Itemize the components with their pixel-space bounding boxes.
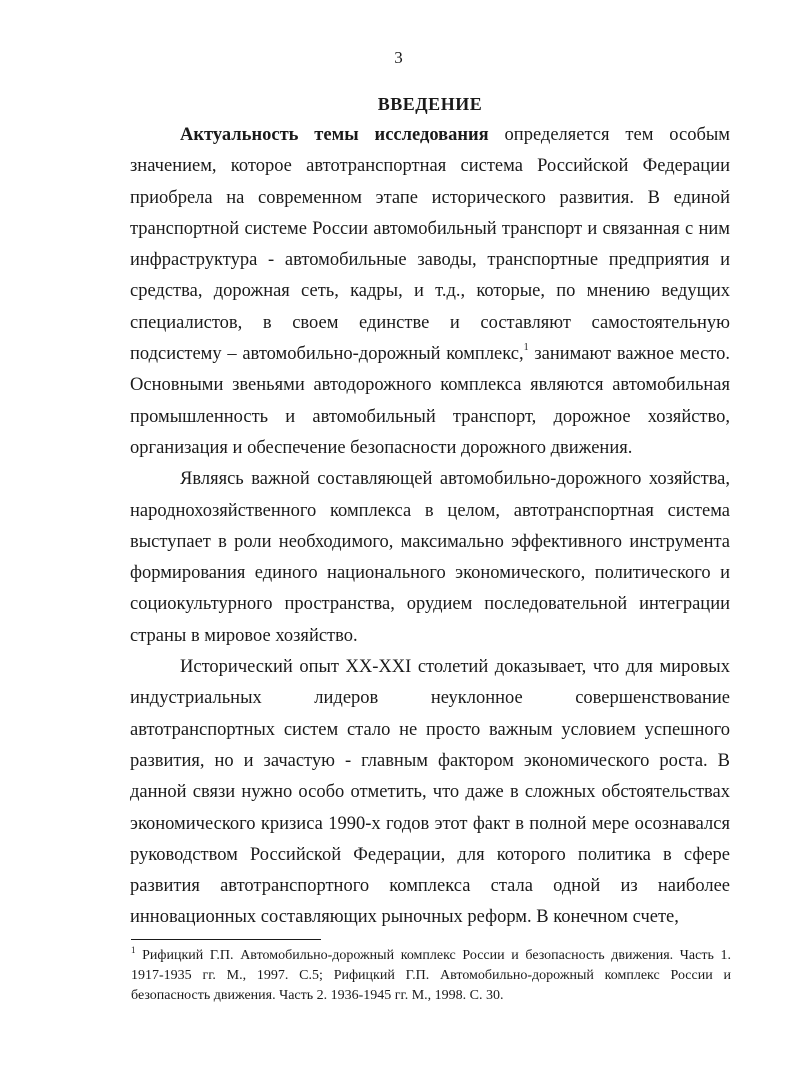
footnote-text: Рифицкий Г.П. Автомобильно-дорожный комплекс России и безопасность движения. Часть 1. 1917-1935 гг. М., 1997. С.5; Рифицкий Г.П. Автомобильно-дорожный комплекс России и безопасность движения. Часть 2. 1936-1945 гг. М., 1998. С. 30. — [131, 948, 731, 1003]
footnote-divider — [131, 939, 321, 940]
paragraph-1-lead: Актуальность темы исследования — [180, 125, 489, 145]
footnote-reference: 1 — [523, 342, 529, 354]
paragraph-1-text: определяется тем особым значением, которое автотранспортная система Российской Федерации приобрела на современном этапе исторического развития. В единой транспортной системе России автомобильный транспорт и связанная с ним инфраструктура - автомобильные заводы, транспортные предприятия и средства, дорожная сеть, кадры, и т.д., которые, по мнению ведущих специалистов, в своем единстве и составляют самостоятельную подсистему – автомобильно-дорожный комплекс, — [130, 125, 730, 365]
section-heading: ВВЕДЕНИЕ — [377, 94, 483, 114]
footnote — [131, 946, 731, 1006]
paragraph-1-text-continued: занимают важное место. Основными звеньями автодорожного комплекса являются автомобильная промышленность и автомобильный транспорт, дорожное хозяйство, организация и обеспечение безопасности дорожного движения. — [130, 344, 730, 458]
paragraph-1 — [130, 120, 730, 464]
page-number: 3 — [394, 48, 403, 67]
paragraph-3: Исторический опыт XX-XXI столетий доказывает, что для мировых индустриальных лидеров неуклонное совершенствование автотранспортных систем стало не просто важным условием успешного развития, но и зачастую - главным фактором экономического роста. В данной связи нужно особо отметить, что даже в сложных обстоятельствах экономического кризиса 1990-х годов этот факт в полной мере осознавался руководством Российской Федерации, для которого политика в сфере развития автотранспортного комплекса стала одной из наиболее инновационных составляющих рыночных реформ. В конечном счете, — [130, 657, 730, 928]
body-text — [130, 120, 730, 934]
paragraph-2: Являясь важной составляющей автомобильно-дорожного хозяйства, народнохозяйственного комплекса в целом, автотранспортная система выступает в роли необходимого, максимально эффективного инструмента формирования единого национального экономического, политического и социокультурного пространства, орудием последовательной интеграции страны в мировое хозяйство. — [130, 469, 730, 646]
footnote-marker: 1 — [131, 945, 136, 955]
